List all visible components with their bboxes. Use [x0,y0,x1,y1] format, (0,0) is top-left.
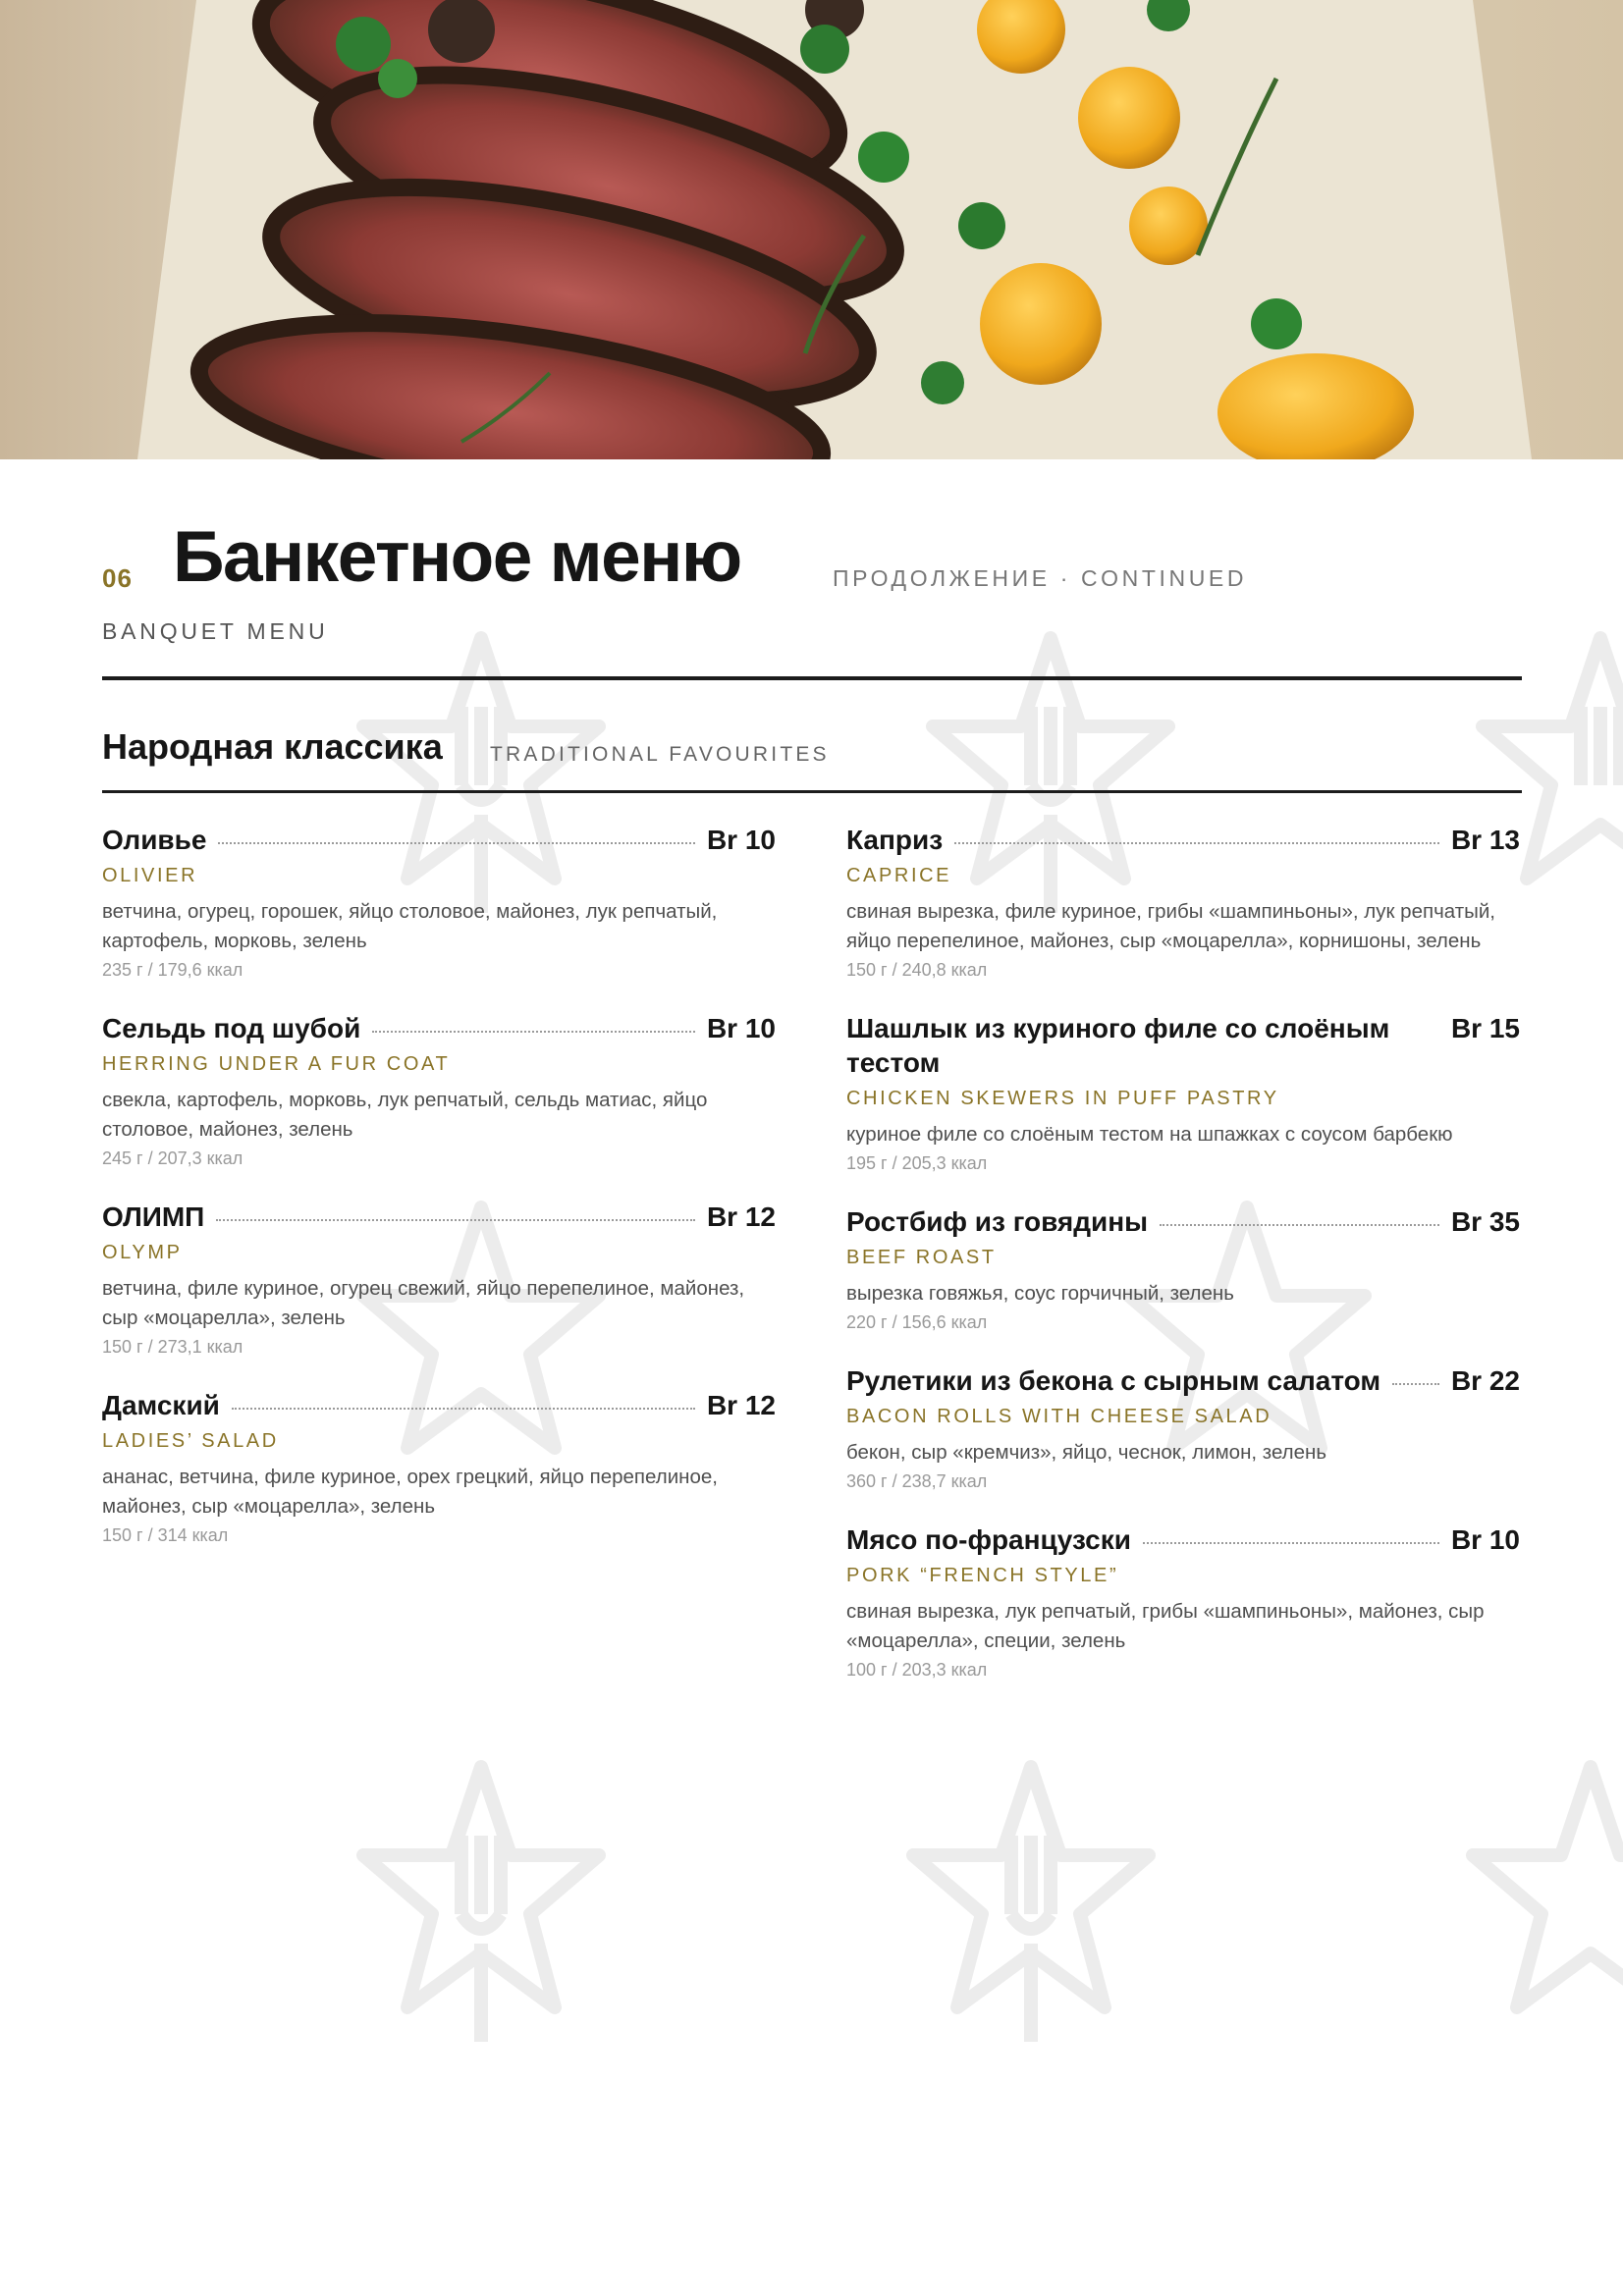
item-name: ОЛИМП [102,1201,205,1232]
item-name: Рулетики из бекона с сырным салатом [846,1365,1381,1396]
item-weight-calories: 195 г / 205,3 ккал [846,1153,988,1173]
item-english-name: OLYMP [102,1242,183,1263]
menu-item [102,1200,776,1361]
menu-column-right [846,823,1520,1711]
leader-dots [218,842,695,844]
section-subtitle: BANQUET MENU [102,618,329,644]
item-description: ананас, ветчина, филе куриное, орех грецкий, яйцо перепелиное, майонез, сыр «моцарелла», зелень [102,1466,718,1518]
item-weight-calories: 245 г / 207,3 ккал [102,1148,243,1168]
item-english-name: HERRING UNDER A FUR COAT [102,1053,451,1075]
header-divider [102,676,1522,680]
leader-dots [1143,1542,1439,1544]
menu-item [846,1204,1520,1336]
item-weight-calories: 150 г / 273,1 ккал [102,1337,243,1357]
item-english-name: BACON ROLLS WITH CHEESE SALAD [846,1406,1272,1427]
item-weight-calories: 360 г / 238,7 ккал [846,1471,988,1491]
menu-item [846,1522,1520,1683]
menu-item [846,1363,1520,1495]
roast-beef-photo [0,0,1623,459]
item-weight-calories: 150 г / 314 ккал [102,1525,229,1545]
leader-dots [1160,1224,1439,1226]
item-description: бекон, сыр «кремчиз», яйцо, чеснок, лимон, зелень [846,1441,1327,1464]
leader-dots [372,1031,695,1033]
item-english-name: CAPRICE [846,865,952,886]
hero-photo [0,0,1623,459]
category-divider [102,790,1522,793]
menu-item [102,823,776,984]
item-price: Br 15 [1450,1013,1520,1043]
item-weight-calories: 220 г / 156,6 ккал [846,1312,988,1332]
item-name: Оливье [102,825,207,855]
watermark-logo-icon [353,1757,609,2052]
item-description: ветчина, филе куриное, огурец свежий, яйцо перепелиное, майонез, сыр «моцарелла», зелень [102,1277,745,1329]
item-price: Br 13 [1450,825,1520,855]
item-name: Ростбиф из говядины [846,1206,1149,1237]
item-price: Br 12 [706,1390,776,1420]
item-name: Сельдь под шубой [102,1013,361,1043]
menu-item [102,1388,776,1549]
item-name: Шашлык из куриного филе со слоёным тестом [846,1013,1390,1078]
item-description: свиная вырезка, филе куриное, грибы «шампиньоны», лук репчатый, яйцо перепелиное, майонез, сыр «моцарелла», корнишоны, зелень [846,900,1495,952]
section-title: Банкетное меню [173,517,741,597]
item-name: Мясо по-французски [846,1524,1131,1555]
item-description: куриное филе со слоёным тестом на шпажках с соусом барбекю [846,1123,1453,1146]
item-price: Br 22 [1450,1365,1520,1396]
item-price: Br 35 [1450,1206,1520,1237]
item-english-name: CHICKEN SKEWERS IN PUFF PASTRY [846,1088,1279,1109]
item-description: свиная вырезка, лук репчатый, грибы «шампиньоны», майонез, сыр «моцарелла», специи, зелень [846,1600,1485,1652]
item-price: Br 12 [706,1201,776,1232]
item-english-name: BEEF ROAST [846,1247,997,1268]
item-english-name: OLIVIER [102,865,198,886]
item-description: свекла, картофель, морковь, лук репчатый, сельдь матиас, яйцо столовое, майонез, зелень [102,1089,708,1141]
item-name: Каприз [846,825,944,855]
menu-item [846,1011,1520,1177]
item-name: Дамский [102,1390,220,1420]
leader-dots [1392,1383,1439,1385]
menu-item [102,1011,776,1172]
menu-item [846,823,1520,984]
watermark-logo-icon [903,1757,1159,2052]
category-subtitle: TRADITIONAL FAVOURITES [490,743,830,766]
menu-column-left [102,823,776,1576]
item-weight-calories: 235 г / 179,6 ккал [102,960,243,980]
item-price: Br 10 [706,825,776,855]
item-weight-calories: 100 г / 203,3 ккал [846,1660,988,1680]
leader-dots [232,1408,695,1410]
item-english-name: LADIES’ SALAD [102,1430,279,1452]
item-description: вырезка говяжья, соус горчичный, зелень [846,1282,1234,1305]
item-english-name: PORK “FRENCH STYLE” [846,1565,1119,1586]
watermark-logo-icon [1463,1757,1623,2052]
category-title: Народная классика [102,726,443,767]
item-price: Br 10 [1450,1524,1520,1555]
section-continued-label: ПРОДОЛЖЕНИЕ · CONTINUED [833,565,1248,591]
leader-dots [954,842,1439,844]
item-weight-calories: 150 г / 240,8 ккал [846,960,988,980]
item-price: Br 10 [706,1013,776,1043]
item-description: ветчина, огурец, горошек, яйцо столовое, майонез, лук репчатый, картофель, морковь, зелень [102,900,718,952]
section-number: 06 [102,563,133,593]
leader-dots [216,1219,695,1221]
